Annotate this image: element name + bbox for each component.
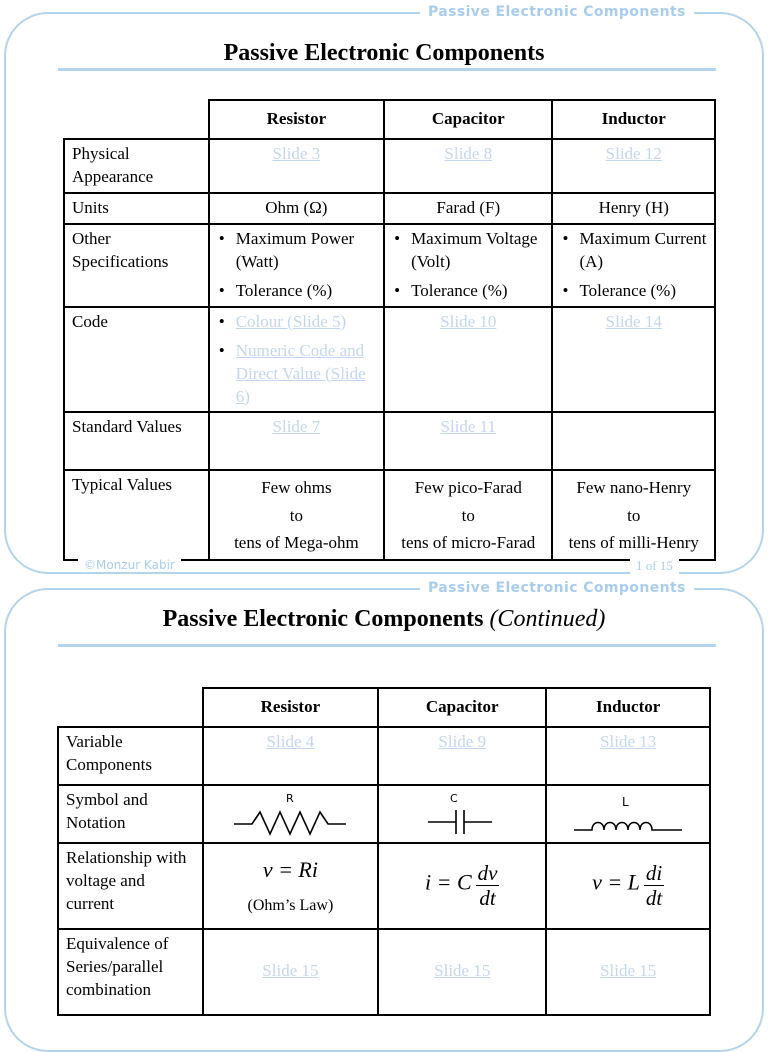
slide1-table <box>63 99 716 561</box>
link-inductor-variable[interactable]: Slide 13 <box>600 731 657 751</box>
list-item <box>217 311 376 334</box>
inductor-specs-list <box>560 228 707 303</box>
inductor-equation-lhs: v = L <box>592 869 640 895</box>
col-header-capacitor: Capacitor <box>378 688 546 727</box>
ohms-law-equation: v = Ri <box>262 857 318 883</box>
list-item <box>217 340 376 409</box>
row-label-units: Units <box>64 193 209 224</box>
resistor-typical: Few ohms to tens of Mega-ohm <box>209 470 384 560</box>
capacitor-symbol-icon <box>422 790 502 838</box>
slide1-banner: Passive Electronic Components <box>420 4 694 20</box>
link-capacitor-standard[interactable]: Slide 11 <box>440 417 497 437</box>
list-item: • Maximum Current (A) <box>560 228 707 274</box>
capacitor-equation-lhs: i = C <box>425 869 472 895</box>
row-label-code: Code <box>64 307 209 413</box>
resistor-code-list <box>217 311 376 409</box>
col-header-capacitor: Capacitor <box>384 100 552 139</box>
link-capacitor-variable[interactable]: Slide 9 <box>438 731 487 751</box>
col-header-resistor: Resistor <box>203 688 379 727</box>
inductor-units: Henry (H) <box>552 193 715 224</box>
link-resistor-variable[interactable]: Slide 4 <box>266 731 315 751</box>
col-header-inductor: Inductor <box>546 688 710 727</box>
slide2-title-suffix: (Continued) <box>489 606 606 632</box>
row-label-typical: Typical Values <box>64 470 209 560</box>
link-resistor-standard[interactable]: Slide 7 <box>272 417 321 437</box>
row-label-symbol: Symbol and Notation <box>58 785 203 843</box>
link-inductor-equivalence[interactable]: Slide 15 <box>600 961 657 981</box>
col-header-inductor: Inductor <box>552 100 715 139</box>
svg-text:L: L <box>622 794 629 809</box>
resistor-units: Ohm (Ω) <box>209 193 384 224</box>
row-label-physical: Physical Appearance <box>64 139 209 193</box>
corner-cell <box>64 100 209 139</box>
col-header-resistor: Resistor <box>209 100 384 139</box>
link-capacitor-code[interactable]: Slide 10 <box>440 311 497 331</box>
row-label-relationship: Relationship with voltage and current <box>58 843 203 929</box>
list-item: • Tolerance (%) <box>560 280 707 303</box>
svg-text:C: C <box>450 791 458 805</box>
inductor-typical: Few nano-Henry to tens of milli-Henry <box>552 470 715 560</box>
row-label-variable: Variable Components <box>58 727 203 785</box>
link-inductor-code[interactable]: Slide 14 <box>605 311 662 331</box>
link-capacitor-physical[interactable]: Slide 8 <box>444 143 493 163</box>
capacitor-specs-list <box>392 228 544 303</box>
link-inductor-physical[interactable]: Slide 12 <box>605 143 662 163</box>
link-resistor-equivalence[interactable]: Slide 15 <box>262 961 319 981</box>
ohms-law-note: (Ohm’s Law) <box>247 896 334 914</box>
link-colour-code[interactable]: Colour (Slide 5) <box>235 311 347 331</box>
capacitor-typical: Few pico-Farad to tens of micro-Farad <box>384 470 552 560</box>
link-resistor-physical[interactable]: Slide 3 <box>272 143 321 163</box>
slide2-title-rule <box>58 644 716 647</box>
inductor-standard-empty <box>552 412 715 470</box>
capacitor-fraction: $\frac{dv}{dt}$ <box>477 861 498 911</box>
inductor-symbol-icon <box>570 790 686 838</box>
corner-cell <box>58 688 203 727</box>
slide1-title: Passive Electronic Components <box>223 40 545 66</box>
list-item: • Tolerance (%) <box>217 280 376 303</box>
inductor-fraction: $\frac{di}{dt}$ <box>645 861 663 911</box>
list-item: • Maximum Power (Watt) <box>217 228 376 274</box>
row-label-standard: Standard Values <box>64 412 209 470</box>
link-capacitor-equivalence[interactable]: Slide 15 <box>434 961 491 981</box>
link-numeric-code[interactable]: Numeric Code and Direct Value (Slide 6) <box>235 340 366 406</box>
list-item: • Maximum Voltage (Volt) <box>392 228 544 274</box>
list-item: • Tolerance (%) <box>392 280 544 303</box>
slide2-table <box>57 687 711 1016</box>
capacitor-units: Farad (F) <box>384 193 552 224</box>
slide1-title-rule <box>58 68 716 71</box>
resistor-specs-list <box>217 228 376 303</box>
slide1-footer-author: ©Monzur Kabir <box>78 558 181 572</box>
row-label-specs: Other Specifications <box>64 224 209 307</box>
resistor-symbol-icon <box>230 790 350 838</box>
svg-text:R: R <box>286 791 295 805</box>
slide2-banner: Passive Electronic Components <box>420 580 694 596</box>
slide2-title: Passive Electronic Components (Continued) <box>162 606 606 632</box>
slide1-footer-page: 1 of 15 <box>630 558 679 574</box>
row-label-equivalence: Equivalence of Series/parallel combination <box>58 929 203 1015</box>
